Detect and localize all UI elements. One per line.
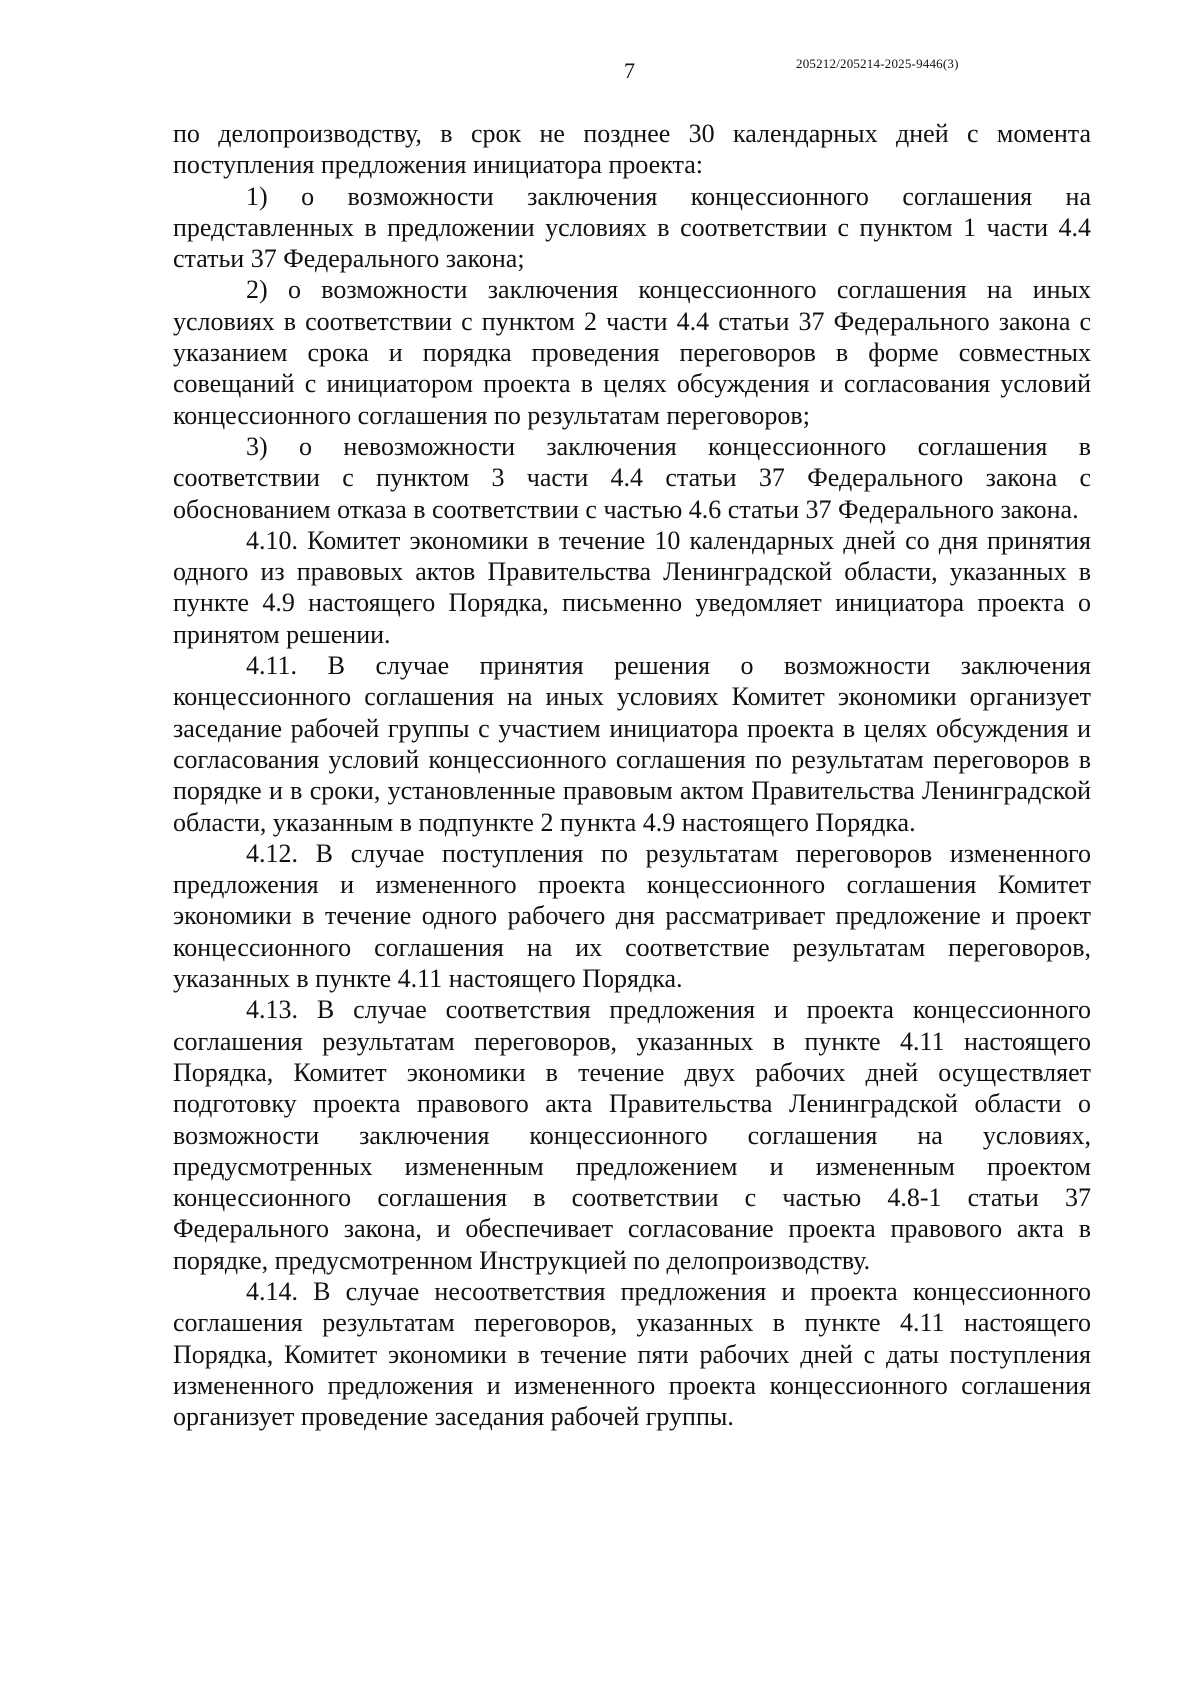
document-id: 205212/205214-2025-9446(3) xyxy=(796,56,959,71)
paragraph-item-2: 2) о возможности заключения концессионного соглашения на иных условиях в соответствии с пунктом 2 части 4.4 статьи 37 Федерального закона с указанием срока и порядка проведения переговоров в форме совместных совещаний с инициатором проекта в целях обсуждения и согласования условий концессионного соглашения по результатам переговоров; xyxy=(173,275,1091,430)
paragraph-item-3: 3) о невозможности заключения концессионного соглашения в соответствии с пунктом 3 части 4.4 статьи 37 Федерального закона с обоснованием отказа в соответствии с частью 4.6 статьи 37 Федерального закона. xyxy=(173,431,1091,524)
page-number: 7 xyxy=(624,58,635,83)
paragraph-4-13: 4.13. В случае соответствия предложения и проекта концессионного соглашения результатам переговоров, указанных в пункте 4.11 настоящего Порядка, Комитет экономики в течение двух рабочих дней осуществляет подготовку проекта правового акта Правительства Ленинградской области о возможности заключения концессионного соглашения на условиях, предусмотренных измененным предложением и измененным проектом концессионного соглашения в соответствии с частью 4.8-1 статьи 37 Федерального закона, и обеспечивает согласование проекта правового акта в порядке, предусмотренном Инструкцией по делопроизводству. xyxy=(173,995,1091,1275)
paragraph-continuation: по делопроизводству, в срок не позднее 30 календарных дней с момента поступления предложения инициатора проекта: xyxy=(173,119,1091,180)
paragraph-4-14: 4.14. В случае несоответствия предложения и проекта концессионного соглашения результатам переговоров, указанных в пункте 4.11 настоящего Порядка, Комитет экономики в течение пяти рабочих дней с даты поступления измененного предложения и измененного проекта концессионного соглашения организует проведение заседания рабочей группы. xyxy=(173,1276,1091,1432)
paragraph-4-11: 4.11. В случае принятия решения о возможности заключения концессионного соглашения на иных условиях Комитет экономики организует заседание рабочей группы с участием инициатора проекта в целях обсуждения и согласования условий концессионного соглашения по результатам переговоров в порядке и в сроки, установленные правовым актом Правительства Ленинградской области, указанным в подпункте 2 пункта 4.9 настоящего Порядка. xyxy=(173,651,1091,837)
document-body xyxy=(173,118,1091,1432)
paragraph-item-1: 1) о возможности заключения концессионного соглашения на представленных в предложении условиях в соответствии с пунктом 1 части 4.4 статьи 37 Федерального закона; xyxy=(173,181,1091,274)
paragraph-4-12: 4.12. В случае поступления по результатам переговоров измененного предложения и измененного проекта концессионного соглашения Комитет экономики в течение одного рабочего дня рассматривает предложение и проект концессионного соглашения на их соответствие результатам переговоров, указанных в пункте 4.11 настоящего Порядка. xyxy=(173,838,1091,994)
paragraph-4-10: 4.10. Комитет экономики в течение 10 календарных дней со дня принятия одного из правовых актов Правительства Ленинградской области, указанных в пункте 4.9 настоящего Порядка, письменно уведомляет инициатора проекта о принятом решении. xyxy=(173,525,1091,649)
